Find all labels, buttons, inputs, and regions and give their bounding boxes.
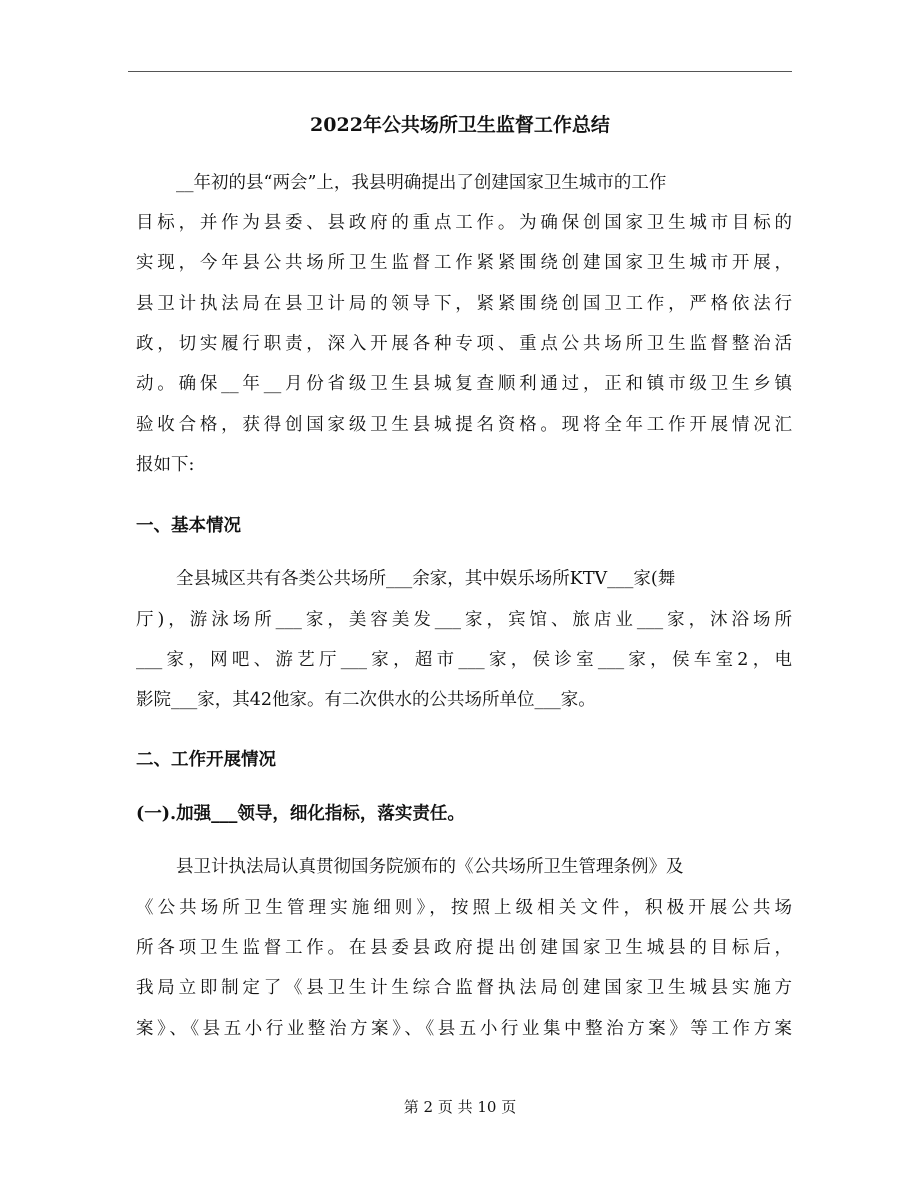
paragraph-2-line: 影院___家，其42他家。有二次供水的公共场所单位___家。 (136, 690, 596, 710)
paragraph-1-line: 验收合格，获得创国家级卫生县城提名资格。现将全年工作开展情况汇 (136, 415, 792, 435)
paragraph-2-line: 厅)，游泳场所___家，美容美发___家，宾馆、旅店业___家，沐浴场所 (136, 610, 792, 630)
section-heading-work: 二、工作开展情况 (136, 750, 276, 770)
paragraph-1-line: 动。确保__年__月份省级卫生县城复查顺利通过，正和镇市级卫生乡镇 (136, 374, 792, 394)
paragraph-2-line: 全县城区共有各类公共场所___余家，其中娱乐场所KTV___家(舞 (176, 569, 676, 589)
paragraph-3-line: 所各项卫生监督工作。在县委县政府提出创建国家卫生城县的目标后， (136, 938, 792, 958)
paragraph-1-line: 政，切实履行职责，深入开展各种专项、重点公共场所卫生监督整治活 (136, 334, 792, 354)
paragraph-1-line: 报如下: (136, 455, 195, 475)
paragraph-1-line: 县卫计执法局在县卫计局的领导下，紧紧围绕创国卫工作，严格依法行 (136, 294, 792, 314)
header-rule (128, 71, 792, 72)
paragraph-3-line: 案》、《县五小行业整治方案》、《县五小行业集中整治方案》等工作方案 (136, 1019, 792, 1039)
subsection-heading: (一).加强___领导，细化指标，落实责任。 (136, 804, 465, 824)
paragraph-1-line: 目标，并作为县委、县政府的重点工作。为确保创国家卫生城市目标的 (136, 213, 792, 233)
section-heading-basic: 一、基本情况 (136, 516, 241, 536)
page-number: 第 2 页 共 10 页 (403, 1098, 517, 1116)
paragraph-3-line: 《公共场所卫生管理实施细则》，按照上级相关文件，积极开展公共场 (136, 898, 792, 918)
paragraph-2-line: ___家，网吧、游艺厅___家，超市___家，侯诊室___家，侯车室2，电 (136, 650, 792, 670)
paragraph-1-line: 实现，今年县公共场所卫生监督工作紧紧围绕创建国家卫生城市开展， (136, 253, 792, 273)
paragraph-1-line: __年初的县“两会”上，我县明确提出了创建国家卫生城市的工作 (176, 173, 667, 193)
document-title: 2022年公共场所卫生监督工作总结 (310, 114, 610, 136)
paragraph-3-line: 我局立即制定了《县卫生计生综合监督执法局创建国家卫生城县实施方 (136, 978, 792, 998)
paragraph-3-line: 县卫计执法局认真贯彻国务院颁布的《公共场所卫生管理条例》及 (176, 857, 684, 877)
